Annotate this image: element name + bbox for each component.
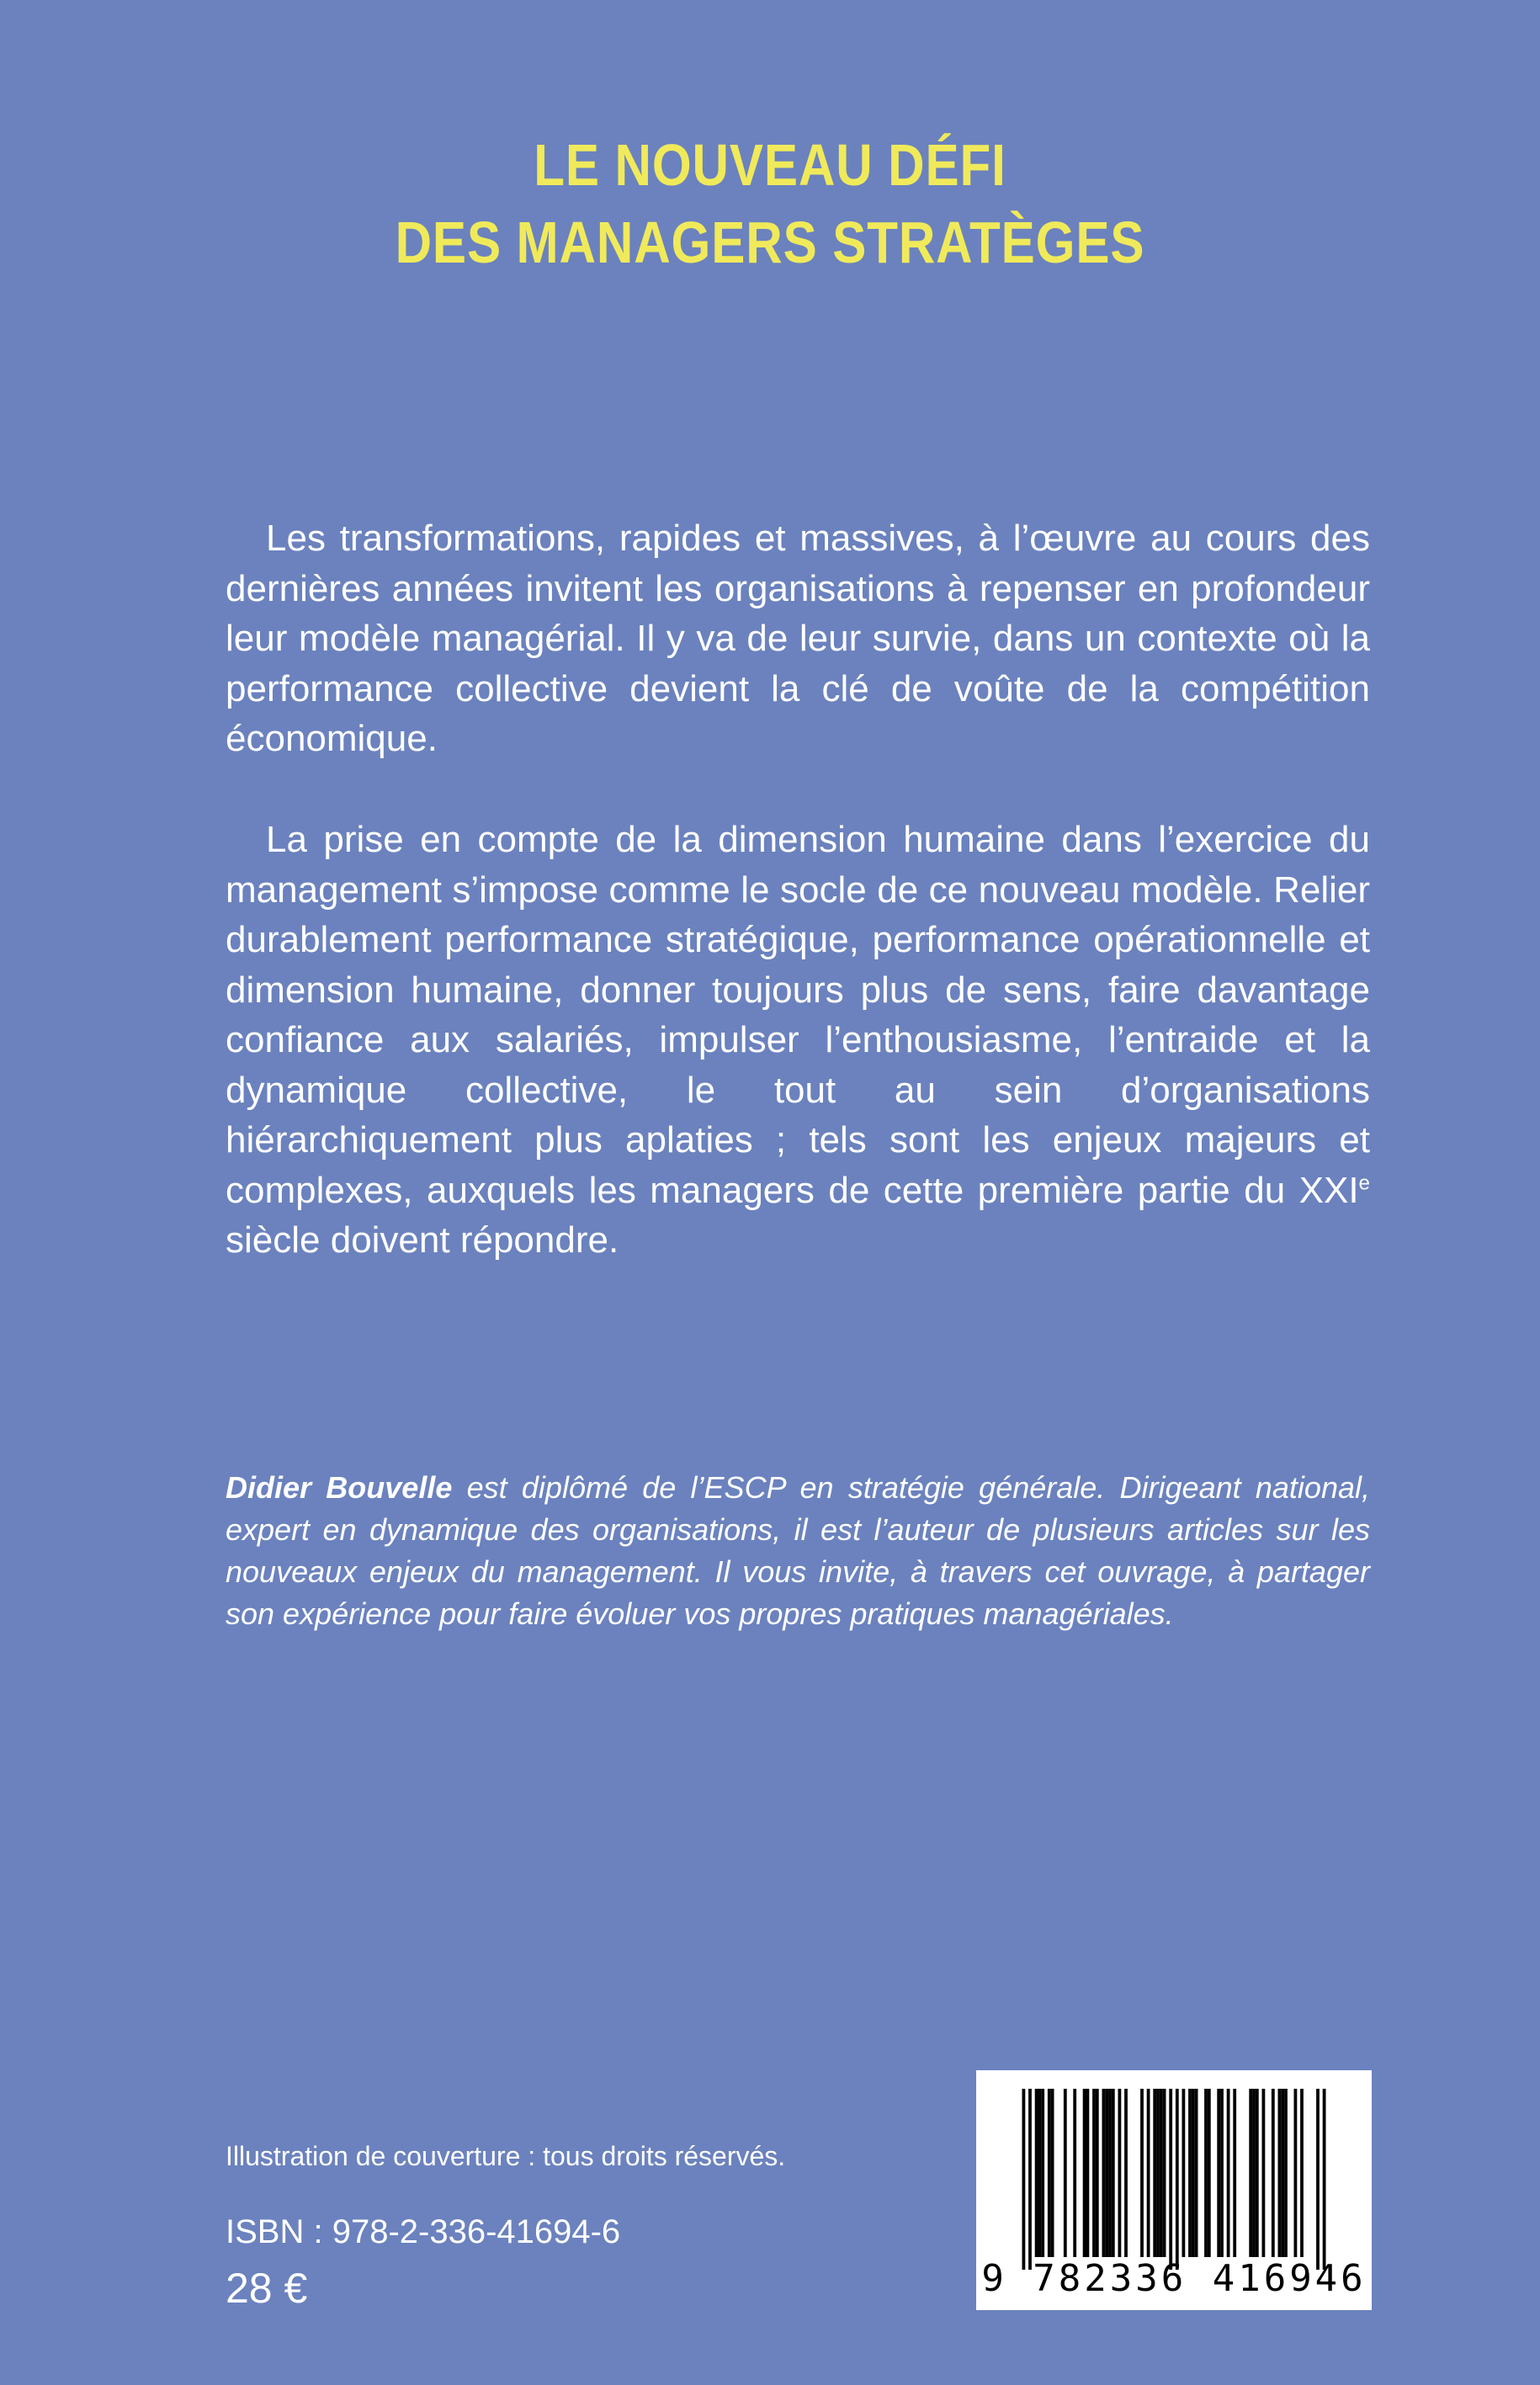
- barcode-bar: [1086, 2089, 1090, 2257]
- barcode-bar: [1156, 2089, 1160, 2257]
- barcode-bar: [1160, 2089, 1163, 2257]
- barcode-bar: [1035, 2089, 1038, 2257]
- barcode-bar: [1028, 2089, 1032, 2270]
- barcode-bar: [1108, 2089, 1112, 2257]
- title-line-1: LE NOUVEAU DÉFI: [534, 132, 1006, 198]
- barcode-bar: [1041, 2089, 1044, 2257]
- barcode-bar: [1064, 2089, 1067, 2257]
- barcode-bar: [1208, 2089, 1211, 2257]
- barcode-bar: [1227, 2089, 1230, 2257]
- title-line-2: DES MANAGERS STRATÈGES: [395, 210, 1145, 275]
- barcode-bar: [1182, 2089, 1186, 2257]
- barcode-bar: [1083, 2089, 1086, 2257]
- barcode-bar: [1278, 2089, 1282, 2257]
- barcode-bar: [1140, 2089, 1144, 2257]
- barcode-bar: [1316, 2089, 1320, 2270]
- barcode-bar: [1204, 2089, 1208, 2257]
- barcode-bar: [1048, 2089, 1051, 2257]
- blurb-paragraph-2-text: La prise en compte de la dimension humaine dans l’exercice du management s’impose comme le socle de ce nouveau modèle. Relier durablement performance stratégique, performance opérationnelle et dimension humaine, donner toujours plus de sens, faire davantage confiance aux salariés, impulser l’enthousiasme, l’entraide et la dynamique collective, le tout au sein d’organisations hiérarchiquement plus aplaties ; tels sont les enjeux majeurs et complexes, auxquels les managers de cette première partie du XXI: [226, 819, 1370, 1211]
- barcode-bar: [1176, 2089, 1179, 2270]
- barcode-number: 9 782336 416946: [981, 2257, 1367, 2300]
- author-bio-text: est diplômé de l’ESCP en stratégie générale. Dirigeant national, expert en dynamique des organisations, il est l’auteur de plusieurs articles sur les nouveaux enjeux du management. Il vous invite, à travers cet ouvrage, à partager son expérience pour faire évoluer vos propres pratiques managériales.: [226, 1470, 1370, 1631]
- barcode-bar: [1124, 2089, 1128, 2257]
- author-bio: [226, 1467, 1370, 1635]
- barcode-bar: [1217, 2089, 1220, 2257]
- century-superscript: e: [1358, 1171, 1370, 1194]
- barcode-bar: [1284, 2089, 1288, 2257]
- barcode-bar: [1105, 2089, 1108, 2257]
- barcode-bar: [1073, 2089, 1076, 2257]
- blurb-paragraph-2-end: siècle doivent répondre.: [226, 1219, 619, 1261]
- barcode-bar: [1256, 2089, 1259, 2257]
- barcode-bar: [1112, 2089, 1115, 2257]
- barcode-bar: [1038, 2089, 1042, 2257]
- barcode-bar: [1096, 2089, 1099, 2257]
- barcode-bar: [1249, 2089, 1252, 2257]
- barcode-bar: [1169, 2089, 1172, 2270]
- barcode-bar: [1262, 2089, 1266, 2257]
- barcode-bar: [1252, 2089, 1256, 2257]
- barcode-bar: [1220, 2089, 1224, 2257]
- barcode-bar: [1092, 2089, 1096, 2257]
- barcode-bar: [1163, 2089, 1166, 2257]
- barcode: [976, 2070, 1372, 2310]
- barcode-bar: [1272, 2089, 1275, 2257]
- barcode-bar: [1195, 2089, 1198, 2257]
- barcode-bar: [1300, 2089, 1304, 2257]
- barcode-bar: [1118, 2089, 1122, 2257]
- blurb-paragraph-2: [226, 815, 1370, 1266]
- barcode-bar: [1147, 2089, 1150, 2257]
- barcode-bar: [1233, 2089, 1236, 2257]
- barcode-bar: [1192, 2089, 1195, 2257]
- price-text: 28 €: [226, 2265, 308, 2312]
- illustration-credit: Illustration de couverture : tous droits réservés.: [226, 2141, 786, 2171]
- barcode-bar: [1051, 2089, 1054, 2257]
- barcode-bar: [1323, 2089, 1326, 2270]
- book-title: [108, 126, 1432, 281]
- blurb-paragraph-1: Les transformations, rapides et massives, à l’œuvre au cours des dernières années invitent les organisations à repenser en profondeur leur modèle managérial. Il y va de leur survie, dans un contexte où la performance collective devient la clé de voûte de la compétition économique.: [226, 518, 1370, 759]
- barcode-bar: [1294, 2089, 1298, 2257]
- barcode-bar: [1281, 2089, 1284, 2257]
- barcode-bar: [1153, 2089, 1156, 2257]
- author-name: Didier Bouvelle: [226, 1470, 453, 1505]
- isbn-text: ISBN : 978-2-336-41694-6: [226, 2213, 621, 2250]
- barcode-bar: [1188, 2089, 1192, 2257]
- barcode-bar: [1102, 2089, 1106, 2257]
- barcode-bar: [1022, 2089, 1026, 2270]
